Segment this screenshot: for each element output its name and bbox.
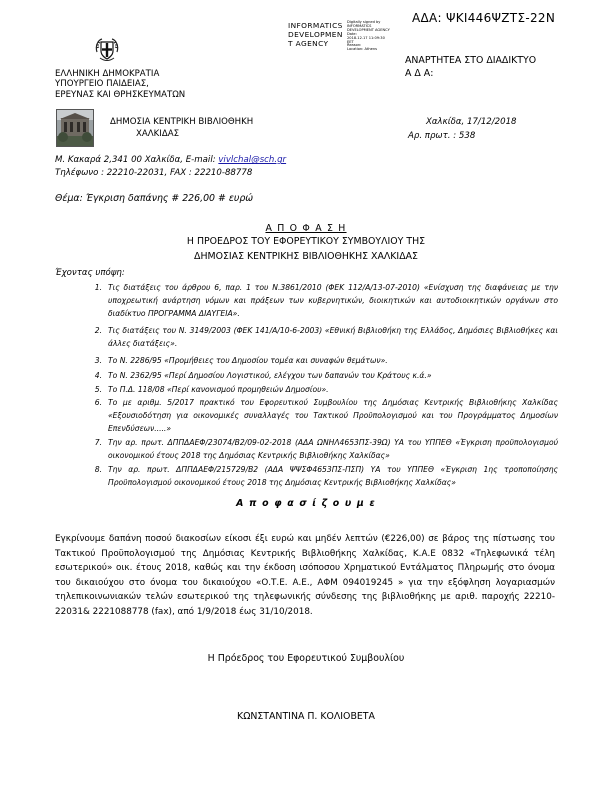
list-number: 4.: [94, 371, 102, 380]
library-name: ΔΗΜΟΣΙΑ ΚΕΝΤΡΙΚΗ ΒΙΒΛΙΟΘΗΚΗ: [110, 117, 254, 127]
list-text: Την αρ. πρωτ. ΔΠΠΔΑΕΦ/215729/Β2 (ΑΔΑ ΨΨΣΦ4653ΠΣ-ΠΣΠ) ΥΑ του ΥΠΠΕΘ «Έγκριση 1ης τροποποίησης Προϋπολογισμού οικονομικού έτους 2018 της Δημόσιας Κεντρικής Βιβλιοθήκης Χαλκίδας»: [108, 465, 558, 488]
greek-coat-of-arms-icon: [94, 36, 120, 64]
list-item: [94, 436, 558, 462]
list-item: [94, 383, 558, 396]
library-building-photo: [56, 109, 94, 147]
fineprint-line: 2018.12.17 11:09:30: [347, 35, 385, 40]
sender-line: ΕΛΛΗΝΙΚΗ ΔΗΜΟΚΡΑΤΙΑ: [55, 69, 160, 79]
list-item: [94, 354, 558, 367]
agency-block: [288, 21, 343, 48]
list-number: 3.: [94, 356, 102, 365]
decision-title: Α Π Ο Φ Α Σ Η: [265, 223, 347, 234]
list-text: Το Π.Δ. 118/08 «Περί κανονισμού προμηθειών Δημοσίου».: [108, 385, 329, 394]
list-text: Το Ν. 2362/95 «Περί Δημοσίου Λογιστικού, ελέγχου των δαπανών του Κράτους κ.ά.»: [108, 371, 432, 380]
library-city: ΧΑΛΚΙΔΑΣ: [136, 129, 180, 139]
agency-line: DEVELOPMEN: [288, 30, 343, 39]
address-text: Μ. Κακαρά 2,341 00 Χαλκίδα, E-mail:: [55, 155, 216, 165]
fineprint-line: DEVELOPMENT AGENCY: [347, 27, 390, 32]
ada-blank: Α Δ Α:: [405, 68, 434, 79]
signature-name: ΚΩΝΣΤΑΝΤΙΝΑ Π. ΚΟΛΙΟΒΕΤΑ: [237, 711, 375, 722]
email-link[interactable]: vivlchal@sch.gr: [218, 155, 287, 165]
list-text: Τις διατάξεις του άρθρου 6, παρ. 1 του Ν.3861/2010 (ΦΕΚ 112/Α/13-07-2010) «Ενίσχυση της διαφάνειας με την υποχρεωτική ανάρτηση νόμων και πράξεων των κυβερνητικών, διοικητικών και αυτοδιοικητικών οργάνων στο διαδίκτυο ΠΡΟΓΡΑΜΜΑ ΔΙΑΥΓΕΙΑ».: [108, 283, 558, 319]
list-number: 6.: [94, 398, 102, 407]
list-item: [94, 281, 558, 321]
address-line: [55, 155, 286, 165]
decision-heading-line: Η ΠΡΟΕΔΡΟΣ ΤΟΥ ΕΦΟΡΕΥΤΙΚΟΥ ΣΥΜΒΟΥΛΙΟΥ ΤΗΣ: [186, 236, 426, 247]
fineprint-line: INFORMATICS: [347, 23, 372, 28]
list-item: [94, 369, 558, 382]
fineprint-line: Digitally signed by: [347, 20, 381, 24]
list-text: Την αρ. πρωτ. ΔΠΠΔΑΕΦ/23074/Β2/09-02-2018 (ΑΔΑ ΩΝΗΛ4653ΠΣ-39Ω) ΥΑ του ΥΠΠΕΘ «Έγκριση προϋπολογισμού οικονομικού έτους 2018 της Δημόσιας Κεντρικής Βιβλιοθήκης Χαλκίδας»: [108, 438, 558, 461]
list-text: Τις διατάξεις του Ν. 3149/2003 (ΦΕΚ 141/Α/10-6-2003) «Εθνική Βιβλιοθήκη της Ελλάδος, Δημόσιες Βιβλιοθήκες και άλλες διατάξεις».: [108, 326, 558, 349]
sender-line: ΥΠΟΥΡΓΕΙΟ ΠΑΙΔΕΙΑΣ,: [55, 79, 149, 90]
protocol-number: Αρ. πρωτ. : 538: [408, 131, 476, 141]
place-date: Χαλκίδα, 17/12/2018: [426, 117, 517, 127]
considering-label: Έχοντας υπόψη:: [55, 268, 125, 278]
fineprint-line: Location: Athens: [347, 47, 377, 52]
signature-role: Η Πρόεδρος του Εφορευτικού Συμβουλίου: [207, 653, 405, 664]
fineprint-line: Date:: [347, 31, 357, 36]
decision-heading-line: ΔΗΜΟΣΙΑΣ ΚΕΝΤΡΙΚΗΣ ΒΙΒΛΙΟΘΗΚΗΣ ΧΑΛΚΙΔΑΣ: [194, 251, 418, 262]
fineprint-line: EET: [347, 39, 354, 44]
list-item: [94, 463, 558, 489]
list-text: Το Ν. 2286/95 «Προμήθειες του Δημοσίου τομέα και συναφών θεμάτων».: [108, 356, 388, 365]
subject-line: Θέμα: Έγκριση δαπάνης # 226,00 # ευρώ: [55, 193, 254, 204]
agency-line: INFORMATICS: [288, 21, 343, 30]
list-text: Το με αριθμ. 5/2017 πρακτικό του Εφορευτικού Συμβουλίου της Δημόσιας Κεντρικής Βιβλιοθήκης Χαλκίδας «Εξουσιοδότηση για οικονομικές συναλλαγές του Τακτικού Προϋπολογισμού και του Προγράμματος Δημοσίων Επενδύσεων.....»: [108, 398, 558, 434]
sender-block: [55, 69, 185, 100]
agency-line: T AGENCY: [288, 39, 329, 48]
posting-label: ΑΝΑΡΤΗΤΕΑ ΣΤΟ ΔΙΑΔΙΚΤΥΟ: [405, 55, 537, 66]
list-number: 2.: [94, 326, 102, 335]
list-number: 1.: [94, 283, 102, 292]
sender-line: ΕΡΕΥΝΑΣ ΚΑΙ ΘΡΗΣΚΕΥΜΑΤΩΝ: [55, 89, 186, 100]
list-item: [94, 396, 558, 436]
decision-body-paragraph: Εγκρίνουμε δαπάνη ποσού διακοσίων είκοσι έξι ευρώ και μηδέν λεπτών (€226,00) σε βάρος της πίστωσης του Τακτικού Προϋπολογισμού της Δημόσιας Κεντρικής Βιβλιοθήκης Χαλκίδας, Κ.Α.Ε 0832 «Τηλεφωνικά τέλη εσωτερικού» οικ. έτους 2018, καθώς και την έκδοση ισόποσου Χρηματικού Εντάλματος Πληρωμής στο όνομα του δικαιούχου στο όνομα του δικαιούχου «Ο.Τ.Ε. Α.Ε., ΑΦΜ 094019245 » για την εξόφληση λογαριασμών τηλεπικοινωνιακών τελών εσωτερικού της τηλεφωνικής σύνδεσης της βιβλιοθήκης με αριθ. παροχής 22210-22031& 2221088778 (fax), από 1/9/2018 έως 31/10/2018.: [55, 534, 555, 617]
list-number: 8.: [94, 465, 102, 474]
list-item: [94, 324, 558, 350]
decides-title: Α π ο φ α σ ί ζ ο υ μ ε: [236, 498, 376, 509]
phones-line: Τηλέφωνο : 22210-22031, FAX : 22210-88778: [55, 168, 253, 178]
fineprint-line: Reason:: [347, 43, 362, 48]
ada-code: ΑΔΑ: ΨΚΙ446ΨΖΤΣ-22Ν: [412, 11, 556, 25]
list-number: 7.: [94, 438, 102, 447]
list-number: 5.: [94, 385, 102, 394]
digital-signature-fineprint: [347, 21, 390, 52]
